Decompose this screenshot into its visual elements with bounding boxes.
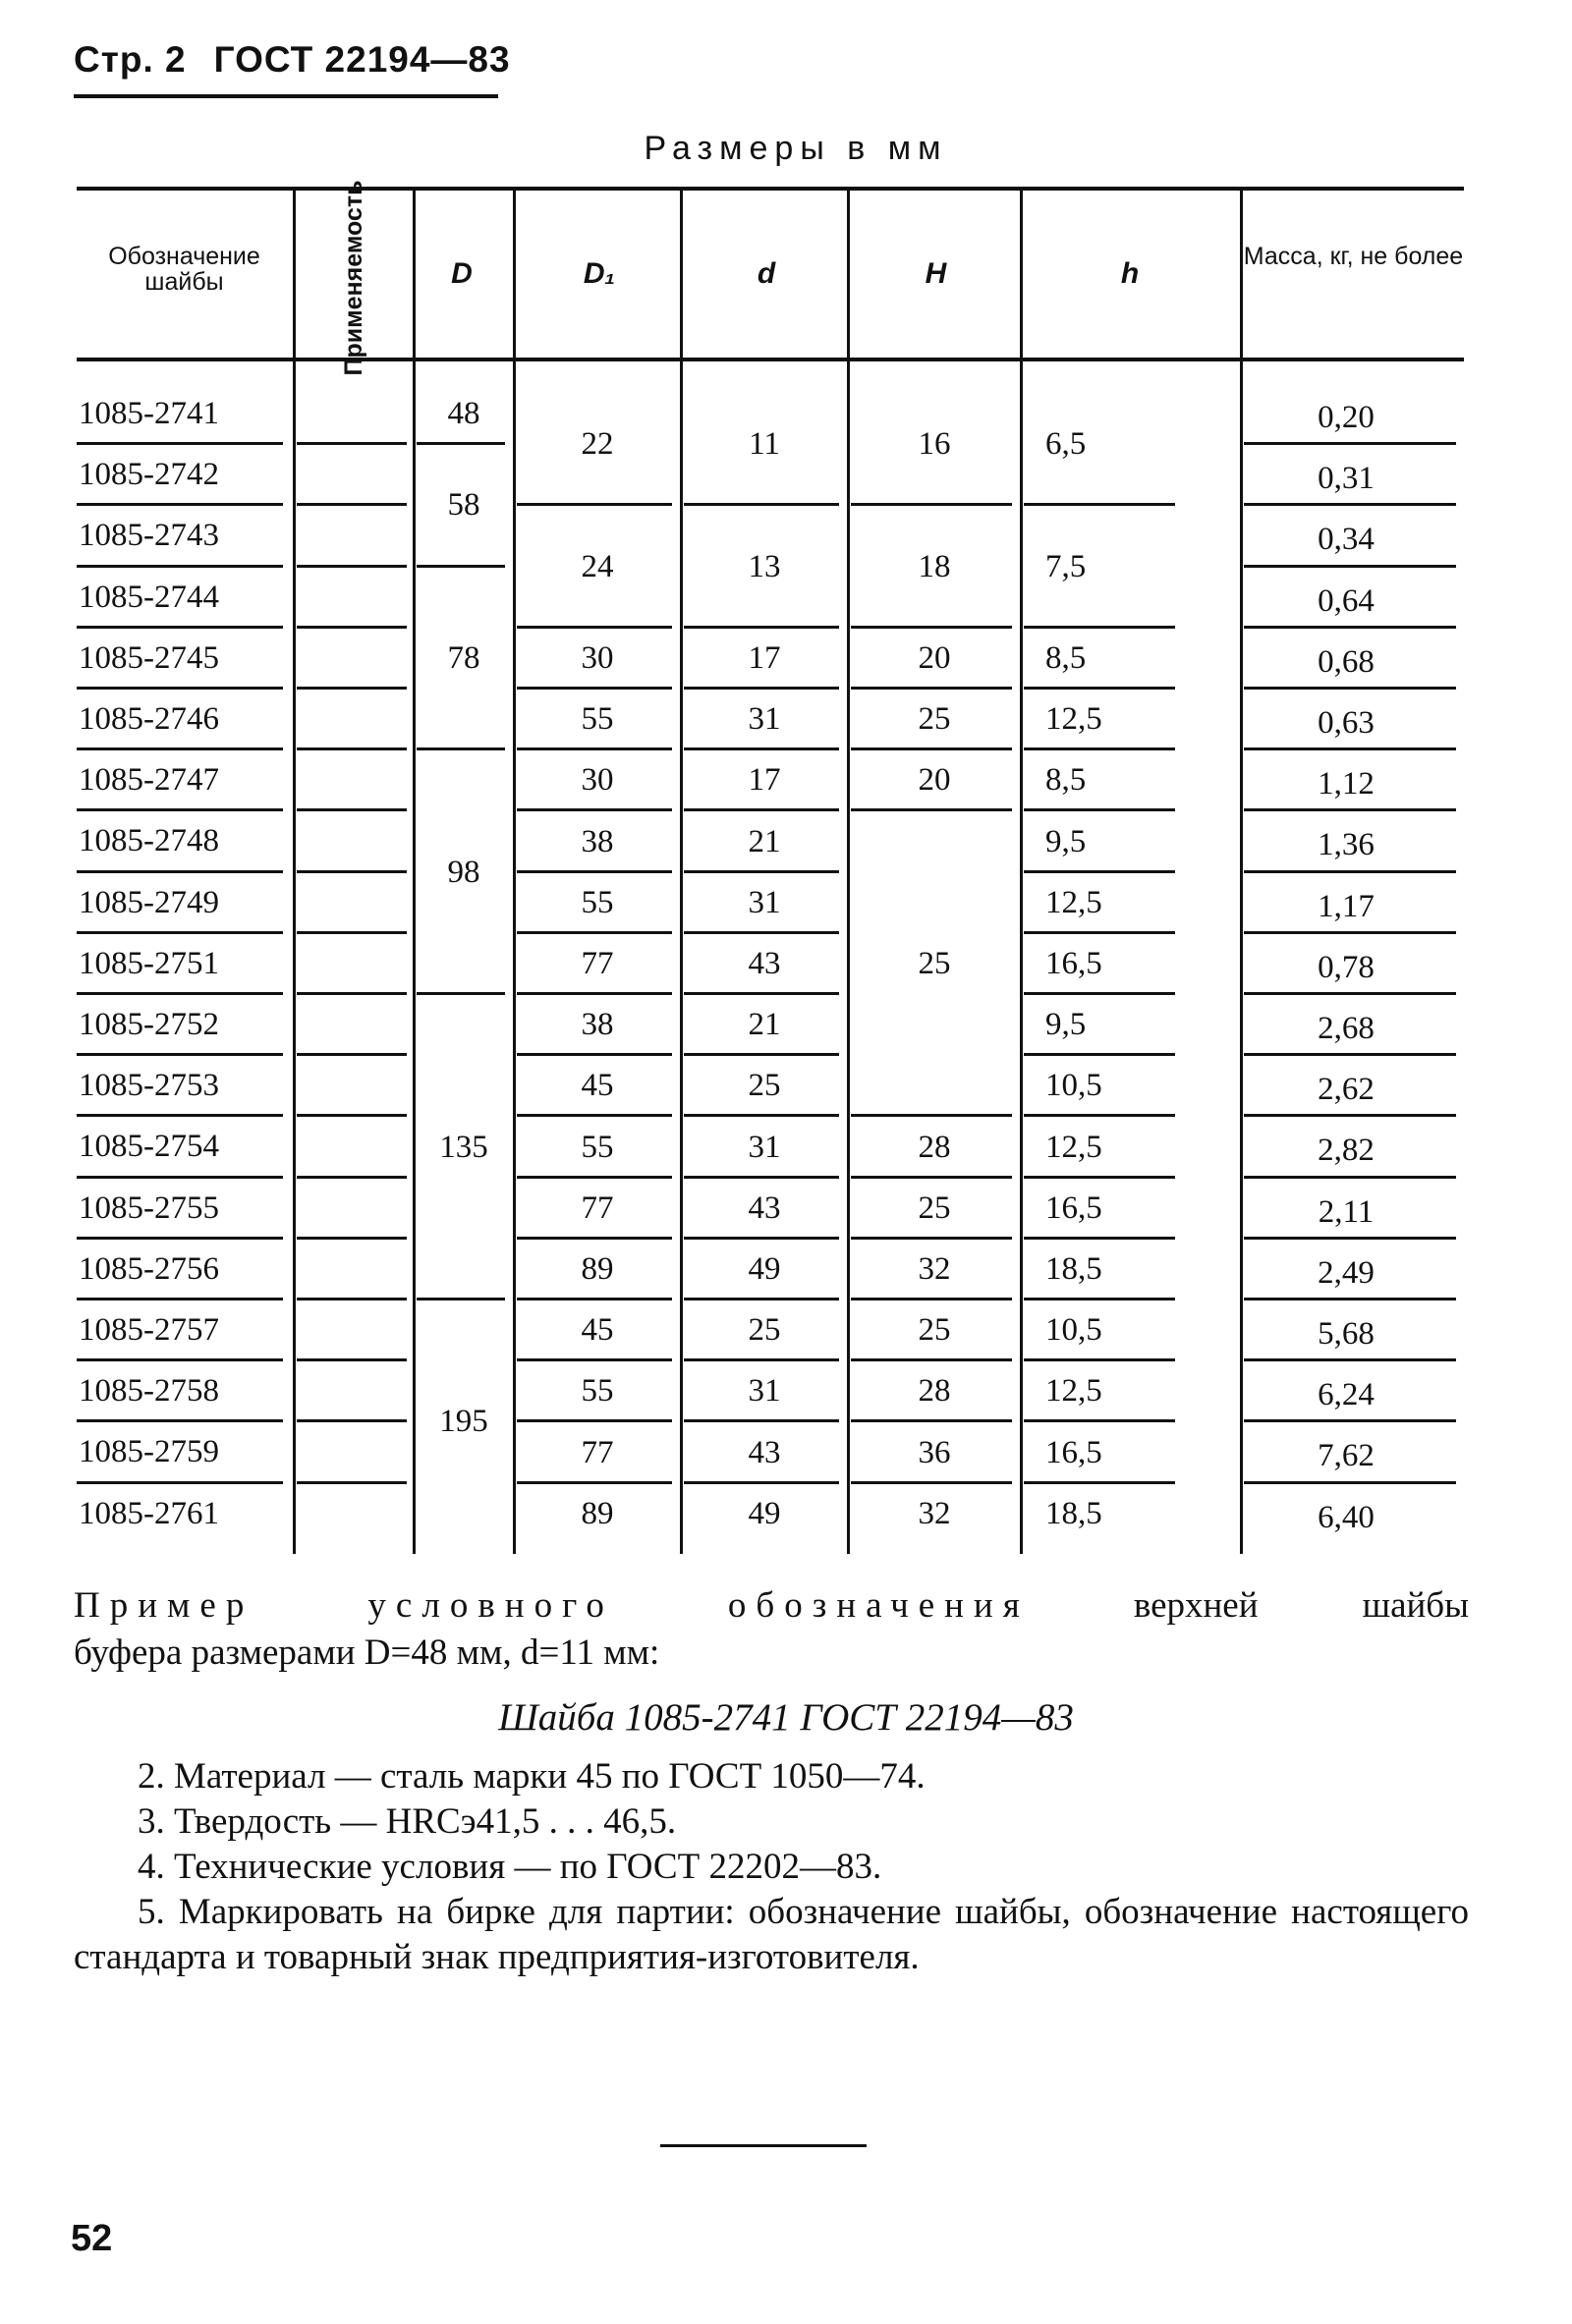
D-cell: 48 xyxy=(447,396,480,432)
row-rule xyxy=(297,1298,407,1300)
row-rule xyxy=(1244,442,1456,445)
H-cell: 16 xyxy=(918,426,951,463)
header-rule xyxy=(74,94,498,98)
row-rule xyxy=(1244,687,1456,690)
group-rule xyxy=(417,1298,505,1300)
H-cell: 18 xyxy=(918,548,951,584)
col-header-D1: D₁ xyxy=(583,257,616,290)
row-rule xyxy=(297,1176,407,1179)
group-rule xyxy=(851,503,1012,506)
designation-cell: 1085-2761 xyxy=(79,1495,219,1531)
designation-cell: 1085-2746 xyxy=(79,701,219,737)
note-hardness: 3. Твердость — HRCэ41,5 . . . 46,5. xyxy=(138,1801,677,1842)
designation-cell: 1085-2757 xyxy=(79,1312,219,1348)
example-line-2: буфера размерами D=48 мм, d=11 мм: xyxy=(74,1632,660,1673)
designation-cell: 1085-2754 xyxy=(79,1129,219,1165)
h-cell: 18,5 xyxy=(1045,1495,1102,1531)
col-header-mass: Масса, кг, не более xyxy=(1243,243,1464,270)
D1-cell: 30 xyxy=(581,762,614,799)
group-rule xyxy=(417,747,505,750)
h-cell: 9,5 xyxy=(1045,823,1087,859)
designation-cell: 1085-2756 xyxy=(79,1250,219,1287)
H-cell: 28 xyxy=(918,1373,951,1410)
d-cell: 17 xyxy=(748,762,781,799)
D1-cell: 24 xyxy=(581,548,614,584)
mass-cell: 5,68 xyxy=(1318,1316,1375,1352)
D1-cell: 45 xyxy=(581,1068,614,1104)
mass-cell: 1,36 xyxy=(1318,827,1375,863)
H-cell: 20 xyxy=(918,639,951,676)
col-header-H: H xyxy=(925,257,947,290)
row-rule xyxy=(297,1237,407,1240)
d-cell: 21 xyxy=(748,823,781,859)
note-marking: 5. Маркировать на бирке для партии: обозначение шайбы, обозначение настоящего стандарта и товарный знак предприятия-изготовителя. xyxy=(74,1892,1469,1977)
h-cell: 9,5 xyxy=(1045,1007,1087,1043)
d-cell: 31 xyxy=(748,884,781,920)
mass-cell: 1,12 xyxy=(1318,766,1375,802)
h-cell: 8,5 xyxy=(1045,762,1087,799)
D1-cell: 45 xyxy=(581,1312,614,1349)
group-rule xyxy=(1024,503,1175,506)
mass-cell: 2,68 xyxy=(1318,1011,1375,1046)
example-lead: Пример условного обозначения xyxy=(74,1585,1030,1626)
col-header-designation: Обозначение шайбы xyxy=(108,243,260,296)
d-cell: 49 xyxy=(748,1250,781,1287)
column-rule xyxy=(680,191,683,1554)
row-rule xyxy=(1244,503,1456,506)
column-rule xyxy=(1020,191,1023,1554)
H-cell: 25 xyxy=(918,945,951,981)
row-rule xyxy=(297,931,407,934)
row-rule xyxy=(1244,626,1456,629)
row-rule xyxy=(1244,1237,1456,1240)
H-cell: 25 xyxy=(918,1190,951,1226)
group-rule xyxy=(417,565,505,568)
d-cell: 31 xyxy=(748,1373,781,1410)
designation-cell: 1085-2743 xyxy=(79,518,219,554)
mass-cell: 2,49 xyxy=(1318,1254,1375,1291)
D1-cell: 77 xyxy=(581,945,614,981)
D1-cell: 55 xyxy=(581,1373,614,1410)
group-rule xyxy=(517,503,672,506)
mass-cell: 1,17 xyxy=(1318,888,1375,924)
designation-cell: 1085-2752 xyxy=(79,1007,219,1042)
row-rule xyxy=(297,503,407,506)
mass-cell: 6,24 xyxy=(1318,1377,1375,1413)
D1-cell: 77 xyxy=(581,1434,614,1470)
h-cell: 16,5 xyxy=(1045,1190,1102,1226)
d-cell: 17 xyxy=(748,639,781,676)
d-cell: 49 xyxy=(748,1495,781,1531)
col-header-h: h xyxy=(1120,257,1140,290)
group-rule xyxy=(417,442,505,445)
note-tech-conditions: 4. Технические условия — по ГОСТ 22202—83. xyxy=(138,1847,882,1887)
designation-cell: 1085-2741 xyxy=(79,396,219,431)
row-rule xyxy=(1244,1358,1456,1361)
h-cell: 12,5 xyxy=(1045,1373,1102,1410)
D-cell: 195 xyxy=(439,1404,488,1440)
row-rule xyxy=(1244,1114,1456,1117)
h-cell: 12,5 xyxy=(1045,1129,1102,1165)
group-rule xyxy=(684,503,839,506)
row-rule xyxy=(297,747,407,750)
designation-cell: 1085-2745 xyxy=(79,639,219,676)
mass-cell: 0,20 xyxy=(1318,400,1375,435)
row-rule xyxy=(297,565,407,568)
row-rule xyxy=(1244,808,1456,811)
h-cell: 12,5 xyxy=(1045,884,1102,920)
d-cell: 25 xyxy=(748,1312,781,1349)
row-rule xyxy=(1244,870,1456,873)
page-number: 52 xyxy=(71,2218,113,2259)
example-line-1 xyxy=(74,1583,1469,1629)
h-cell: 18,5 xyxy=(1045,1250,1102,1287)
table-header-rule xyxy=(77,358,1464,361)
standard-number: ГОСТ 22194—83 xyxy=(213,39,511,80)
column-rule xyxy=(513,191,516,1554)
mass-cell: 0,64 xyxy=(1318,582,1375,619)
column-rule xyxy=(413,191,416,1554)
h-cell: 6,5 xyxy=(1045,426,1087,463)
row-rule xyxy=(1244,1481,1456,1484)
h-cell: 16,5 xyxy=(1045,945,1102,981)
h-cell: 7,5 xyxy=(1045,548,1087,584)
H-cell: 32 xyxy=(918,1250,951,1287)
D1-cell: 55 xyxy=(581,701,614,738)
d-cell: 11 xyxy=(749,426,780,463)
D1-cell: 22 xyxy=(581,426,614,463)
H-cell: 28 xyxy=(918,1129,951,1165)
designation-cell: 1085-2755 xyxy=(79,1190,219,1226)
h-cell: 16,5 xyxy=(1045,1434,1102,1470)
column-rule xyxy=(293,191,296,1554)
h-cell: 12,5 xyxy=(1045,701,1102,738)
row-rule xyxy=(297,687,407,690)
note-material: 2. Материал — сталь марки 45 по ГОСТ 1050—74. xyxy=(138,1756,926,1797)
designation-cell: 1085-2751 xyxy=(79,945,219,981)
d-cell: 13 xyxy=(748,548,781,584)
designation-cell: 1085-2753 xyxy=(79,1068,219,1104)
D1-cell: 89 xyxy=(581,1495,614,1531)
row-rule xyxy=(1244,1176,1456,1179)
d-cell: 43 xyxy=(748,1190,781,1226)
row-rule xyxy=(1244,747,1456,750)
example-lead-rest: верхней шайбы xyxy=(1133,1585,1469,1626)
D-cell: 58 xyxy=(447,487,480,524)
col-header-applicability: Применяемость xyxy=(340,180,367,376)
D1-cell: 30 xyxy=(581,639,614,676)
col-header-d: d xyxy=(757,257,776,290)
D1-cell: 38 xyxy=(581,1007,614,1043)
mass-cell: 2,82 xyxy=(1318,1133,1375,1169)
row-rule xyxy=(297,1358,407,1361)
col-header-D: D xyxy=(451,257,473,290)
designation-cell: 1085-2749 xyxy=(79,884,219,920)
example-designation: Шайба 1085-2741 ГОСТ 22194—83 xyxy=(498,1696,1074,1739)
D1-cell: 89 xyxy=(581,1250,614,1287)
H-cell: 20 xyxy=(918,762,951,799)
row-rule xyxy=(297,992,407,995)
end-rule xyxy=(660,2144,867,2147)
row-rule xyxy=(297,808,407,811)
H-cell: 32 xyxy=(918,1495,951,1531)
D1-cell: 77 xyxy=(581,1190,614,1226)
table-caption: Размеры в мм xyxy=(644,130,948,167)
mass-cell: 7,62 xyxy=(1318,1438,1375,1474)
group-rule xyxy=(417,992,505,995)
D-cell: 78 xyxy=(447,639,480,676)
designation-cell: 1085-2742 xyxy=(79,457,219,493)
page-label: Стр. 2 xyxy=(74,39,187,80)
page-header xyxy=(74,39,511,98)
mass-cell: 0,63 xyxy=(1318,705,1375,741)
D1-cell: 55 xyxy=(581,1129,614,1165)
row-rule xyxy=(297,1053,407,1056)
mass-cell: 0,68 xyxy=(1318,643,1375,680)
H-cell: 25 xyxy=(918,701,951,738)
row-rule xyxy=(1244,931,1456,934)
d-cell: 31 xyxy=(748,1129,781,1165)
mass-cell: 2,11 xyxy=(1318,1193,1375,1230)
mass-cell: 0,78 xyxy=(1318,949,1375,985)
mass-cell: 0,34 xyxy=(1318,522,1375,558)
row-rule xyxy=(1244,992,1456,995)
H-cell: 36 xyxy=(918,1434,951,1470)
row-rule xyxy=(297,1481,407,1484)
designation-cell: 1085-2748 xyxy=(79,823,219,859)
row-rule xyxy=(297,1419,407,1422)
D1-cell: 38 xyxy=(581,823,614,859)
mass-cell: 2,62 xyxy=(1318,1072,1375,1108)
designation-cell: 1085-2758 xyxy=(79,1373,219,1410)
D1-cell: 55 xyxy=(581,884,614,920)
table-top-rule xyxy=(77,187,1464,191)
row-rule xyxy=(297,870,407,873)
row-rule xyxy=(1244,565,1456,568)
group-rule xyxy=(851,808,1012,811)
column-rule xyxy=(847,191,850,1554)
designation-cell: 1085-2747 xyxy=(79,762,219,799)
row-rule xyxy=(1244,1298,1456,1300)
h-cell: 10,5 xyxy=(1045,1068,1102,1104)
row-rule xyxy=(1244,1419,1456,1422)
D-cell: 98 xyxy=(447,854,480,890)
designation-cell: 1085-2759 xyxy=(79,1434,219,1470)
designation-cell: 1085-2744 xyxy=(79,579,219,615)
mass-cell: 0,31 xyxy=(1318,461,1375,497)
d-cell: 43 xyxy=(748,945,781,981)
h-cell: 8,5 xyxy=(1045,639,1087,676)
row-rule xyxy=(297,626,407,629)
d-cell: 31 xyxy=(748,701,781,738)
row-rule xyxy=(1244,1053,1456,1056)
row-rule xyxy=(297,442,407,445)
d-cell: 25 xyxy=(748,1068,781,1104)
d-cell: 43 xyxy=(748,1434,781,1470)
h-cell: 10,5 xyxy=(1045,1312,1102,1349)
row-rule xyxy=(297,1114,407,1117)
mass-cell: 6,40 xyxy=(1318,1499,1375,1535)
H-cell: 25 xyxy=(918,1312,951,1349)
D-cell: 135 xyxy=(439,1129,488,1165)
d-cell: 21 xyxy=(748,1007,781,1043)
